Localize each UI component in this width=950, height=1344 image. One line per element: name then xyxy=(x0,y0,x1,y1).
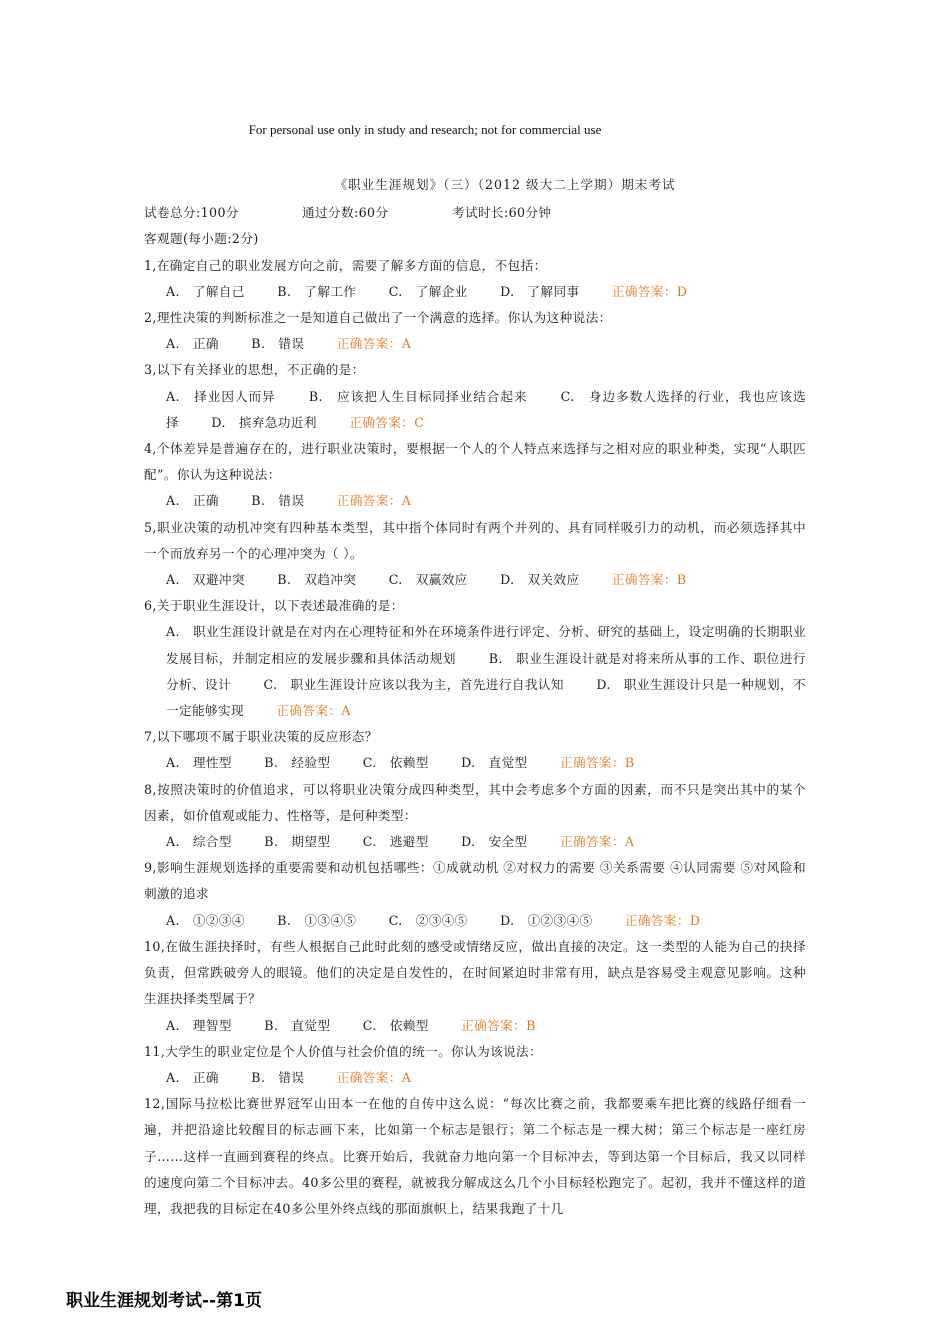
option: B. 直觉型 xyxy=(264,1017,331,1033)
correct-answer: 正确答案：B xyxy=(559,755,635,771)
section-heading: 客观题(每小题:2分) xyxy=(144,231,259,247)
option: B. 职业生涯设计就是对将来所从事的工作、职位进行分析、设计 xyxy=(166,650,807,692)
exam-title: 《职业生涯规划》（三）（2012 级大二上学期）期末考试 xyxy=(334,177,676,192)
option: C. 双赢效应 xyxy=(388,572,468,588)
option-row xyxy=(144,750,806,776)
option: A. 正确 xyxy=(166,336,219,352)
question-text: 9,影响生涯规划选择的重要需要和动机包括哪些：①成就动机 ②对权力的需要 ③关系需要 ④认同需要 ⑤对风险和刺激的追求 xyxy=(144,860,806,902)
option: C. 逃避型 xyxy=(362,834,429,850)
option: D. 摈弃急功近利 xyxy=(211,414,317,430)
question-text: 12,国际马拉松比赛世界冠军山田本一在他的自传中这么说：“每次比赛之前，我都要乘车把比赛的线路仔细看一遍，并把沿途比较醒目的标志画下来，比如第一个标志是银行；第二个标志是一棵大树；第三个标志是一座红房子……这样一直画到赛程的终点。比赛开始后，我就奋力地向第一个目标冲去，等到达第一个目标后，我又以同样的速度向第二个目标冲去。40多公里的赛程，就被我分解成这么几个小目标轻松跑完了。起初，我并不懂这样的道理，我把我的目标定在40多公里外终点线的那面旗帜上，结果我跑了十几 xyxy=(144,1096,806,1216)
question-list xyxy=(144,253,806,1223)
option: A. 职业生涯设计就是在对内在心理特征和外在环境条件进行评定、分析、研究的基础上，设定明确的长期职业发展目标，并制定相应的发展步骤和具体活动规划 xyxy=(166,624,806,666)
option-row xyxy=(144,331,806,357)
option: B. 期望型 xyxy=(264,834,331,850)
correct-answer: 正确答案：A xyxy=(336,1069,412,1085)
page-footer: 职业生涯规划考试--第1页 xyxy=(66,1291,262,1311)
option: B. 应该把人生目标同择业结合起来 xyxy=(308,388,528,404)
correct-answer: 正确答案：D xyxy=(611,283,688,299)
question-text: 8,按照决策时的价值追求，可以将职业决策分成四种类型，其中会考虑多个方面的因素，而不只是突出其中的某个因素，如价值观或能力、性格等，是何种类型： xyxy=(144,781,806,823)
option: B. 经验型 xyxy=(264,755,331,771)
question-text: 3,以下有关择业的思想，不正确的是： xyxy=(144,362,365,378)
correct-answer: 正确答案：A xyxy=(276,703,351,719)
option: A. 正确 xyxy=(166,1069,219,1085)
exam-meta xyxy=(144,200,806,226)
exam-duration: 考试时长:60分钟 xyxy=(452,205,552,221)
option-row xyxy=(144,1013,806,1039)
question-text: 11,大学生的职业定位是个人价值与社会价值的统一。你认为该说法： xyxy=(144,1043,543,1059)
option: D. ①②③④⑤ xyxy=(500,912,593,928)
correct-answer: 正确答案：A xyxy=(336,336,412,352)
option: C. 职业生涯设计应该以我为主，首先进行自我认知 xyxy=(263,676,564,692)
option: B. 错误 xyxy=(251,493,305,509)
correct-answer: 正确答案：D xyxy=(624,912,701,928)
option: C. 身边多数人选择的行业，我也应该选择 xyxy=(166,388,807,430)
usage-notice: For personal use only in study and research; not for commercial use xyxy=(248,122,602,137)
question-text: 10,在做生涯抉择时，有些人根据自己此时此刻的感受或情绪反应，做出直接的决定。这一类型的人能为自己的抉择负责，但常跌破旁人的眼镜。他们的决定是自发性的，在时间紧迫时非常有用，缺点是容易受主观意见影响。这种生涯抉择类型属于？ xyxy=(144,938,806,1007)
question-text: 2,理性决策的判断标准之一是知道自己做出了一个满意的选择。你认为这种说法： xyxy=(144,310,612,326)
option: D. 直觉型 xyxy=(461,755,528,771)
question-text: 7,以下哪项不属于职业决策的反应形态？ xyxy=(144,729,378,745)
correct-answer: 正确答案：B xyxy=(611,572,687,588)
question-text: 4,个体差异是普遍存在的，进行职业决策时，要根据一个人的个人特点来选择与之相对应的职业种类，实现“人职匹配”。你认为这种说法： xyxy=(144,441,806,483)
correct-answer: 正确答案：A xyxy=(336,493,412,509)
correct-answer: 正确答案：B xyxy=(461,1017,536,1033)
correct-answer: 正确答案：A xyxy=(559,834,635,850)
pass-score: 通过分数:60分 xyxy=(302,205,389,221)
option-row xyxy=(144,1065,806,1091)
option: B. 了解工作 xyxy=(277,283,357,299)
option-row xyxy=(144,279,806,305)
option-row xyxy=(144,619,806,724)
question-text: 5,职业决策的动机冲突有四种基本类型，其中指个体同时有两个并列的、具有同样吸引力的动机，而必须选择其中一个而放弃另一个的心理冲突为（ ）。 xyxy=(144,519,806,561)
option: A. 双避冲突 xyxy=(166,572,245,588)
option-row xyxy=(144,567,806,593)
option: B. 错误 xyxy=(251,336,305,352)
option: C. 依赖型 xyxy=(362,1017,429,1033)
exam-content xyxy=(144,172,806,1222)
option: C. ②③④⑤ xyxy=(388,912,468,928)
option-row xyxy=(144,908,806,934)
option: A. 综合型 xyxy=(166,834,232,850)
question-text: 6,关于职业生涯设计，以下表述最准确的是： xyxy=(144,598,404,614)
option: D. 双关效应 xyxy=(500,572,580,588)
question-text: 1,在确定自己的职业发展方向之前，需要了解多方面的信息，不包括： xyxy=(144,257,547,273)
option-row xyxy=(144,384,806,436)
option: A. ①②③④ xyxy=(166,912,245,928)
option: A. 择业因人而异 xyxy=(166,388,276,404)
total-score: 试卷总分:100分 xyxy=(144,205,239,221)
option-row xyxy=(144,829,806,855)
option: A. 理智型 xyxy=(166,1017,232,1033)
option: B. 错误 xyxy=(251,1069,305,1085)
option: B. 双趋冲突 xyxy=(277,572,357,588)
correct-answer: 正确答案：C xyxy=(349,414,425,430)
option: B. ①③④⑤ xyxy=(277,912,357,928)
option: D. 职业生涯设计只是一种规划，不一定能够实现 xyxy=(166,676,807,719)
option: A. 了解自己 xyxy=(166,283,245,299)
option: C. 了解企业 xyxy=(388,283,468,299)
option: C. 依赖型 xyxy=(362,755,429,771)
option-row xyxy=(144,488,806,514)
option: A. 理性型 xyxy=(166,755,232,771)
option: A. 正确 xyxy=(166,493,219,509)
option: D. 了解同事 xyxy=(500,283,580,299)
option: D. 安全型 xyxy=(461,834,528,850)
